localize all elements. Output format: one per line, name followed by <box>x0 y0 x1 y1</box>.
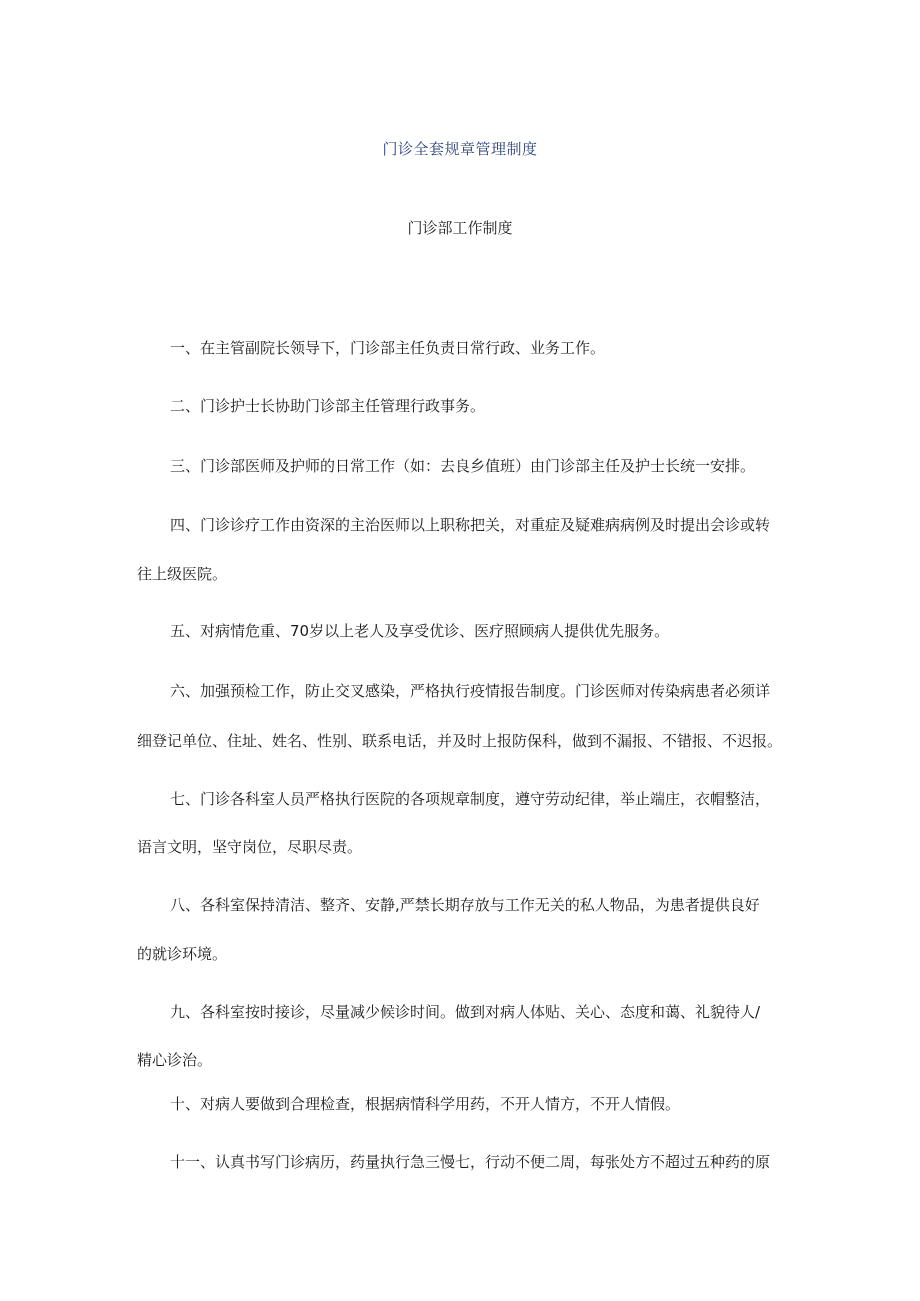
rule-line-1: 一、在主管副院长领导下，门诊部主任负责日常行政、业务工作。 <box>170 339 606 357</box>
rule-line-6-cont: 细登记单位、住址、姓名、性别、联系电话，并及时上报防保科，做到不漏报、不错报、不迟报。 <box>137 732 783 750</box>
rule-line-4-cont: 往上级医院。 <box>137 565 228 583</box>
rule-line-8-cont: 的就诊环境。 <box>137 945 228 963</box>
rule-line-8: 八、各科室保持清洁、整齐、安静,严禁长期存放与工作无关的私人物品，为患者提供良好 <box>170 896 760 914</box>
rule-line-11: 十一、认真书写门诊病历，药量执行急三慢七，行动不便二周，每张处方不超过五种药的原 <box>170 1153 771 1171</box>
rule-line-9-cont: 精心诊治。 <box>137 1051 213 1069</box>
document-title: 门诊全套规章管理制度 <box>382 140 538 158</box>
section-title: 门诊部工作制度 <box>407 219 513 237</box>
rule-line-9: 九、各科室按时接诊，尽量减少候诊时间。做到对病人体贴、关心、态度和蔼、礼貌待人/ <box>170 1003 761 1021</box>
rule-line-2: 二、门诊护士长协助门诊部主任管理行政事务。 <box>170 397 486 415</box>
rule-line-3: 三、门诊部医师及护师的日常工作（如：去良乡值班）由门诊部主任及护士长统一安排。 <box>170 457 756 475</box>
rule-line-5: 五、对病情危重、70岁以上老人及享受优诊、医疗照顾病人提供优先服务。 <box>170 622 670 640</box>
rule-line-7-cont: 语言文明，坚守岗位，尽职尽责。 <box>137 838 363 856</box>
rule-line-7: 七、门诊各科室人员严格执行医院的各项规章制度，遵守劳动纪律，举止端庄，衣帽整洁， <box>170 790 771 808</box>
rule-line-10: 十、对病人要做到合理检查，根据病情科学用药，不开人情方，不开人情假。 <box>170 1095 681 1113</box>
rule-line-6: 六、加强预检工作，防止交叉感染，严格执行疫情报告制度。门诊医师对传染病患者必须详 <box>170 682 771 700</box>
rule-line-4: 四、门诊诊疗工作由资深的主治医师以上职称把关，对重症及疑难病病例及时提出会诊或转 <box>170 516 771 534</box>
